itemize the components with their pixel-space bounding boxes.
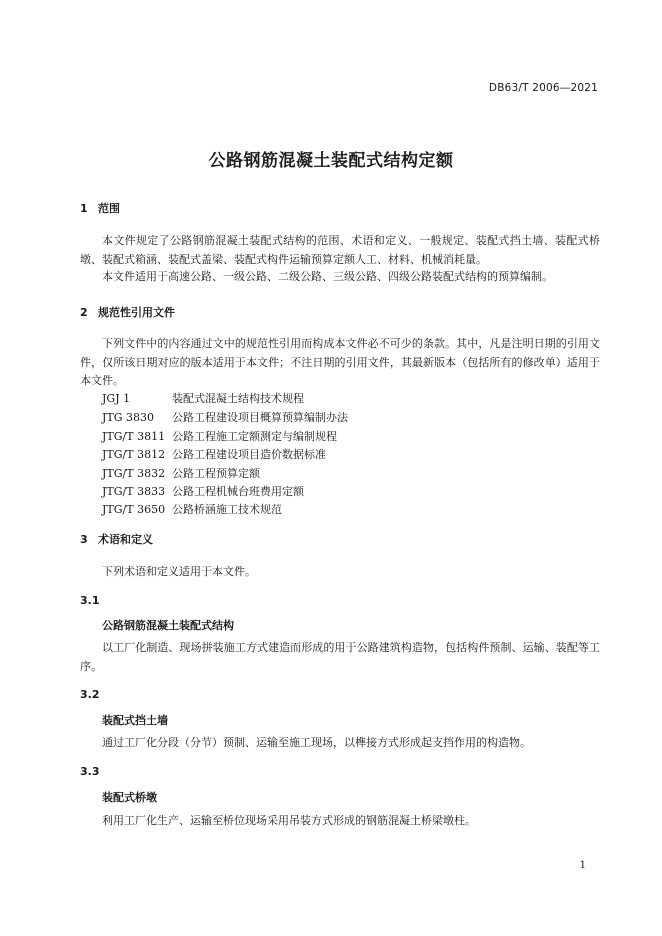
reference-item: [102, 465, 260, 484]
reference-item: [102, 446, 326, 465]
reference-item: [102, 390, 304, 409]
section-number: 1: [80, 202, 88, 215]
reference-code: JTG/T 3832: [102, 467, 166, 480]
reference-name: 公路工程建设项目造价数据标准: [172, 448, 326, 461]
reference-code: JGJ 1: [102, 392, 131, 405]
paragraph-references-intro: 下列文件中的内容通过文中的规范性引用而构成本文件必不可少的条款。其中，凡是注明日期的引用文件，仅所该日期对应的版本适用于本文件；不注日期的引用文件，其最新版本（包括所有的修改单）适用于本文件。: [80, 337, 600, 387]
section-heading-terms: [80, 531, 153, 547]
paragraph-terms-intro: 下列术语和定义适用于本文件。: [102, 565, 256, 578]
reference-code: JTG/T 3650: [102, 503, 166, 516]
reference-item: [102, 428, 337, 447]
reference-name: 公路工程施工定额测定与编制规程: [172, 430, 337, 443]
paragraph-scope-2: 本文件适用于高速公路、一级公路、二级公路、三级公路、四级公路装配式结构的预算编制。: [102, 270, 553, 283]
paragraph-scope-1: 本文件规定了公路钢筋混凝土装配式结构的范围、术语和定义、一般规定、装配式挡土墙、装配式桥墩、装配式箱涵、装配式盖梁、装配式构件运输预算定额人工、材料、机械消耗量。: [80, 234, 600, 266]
reference-item: [102, 501, 282, 520]
term-heading: 装配式挡土墙: [102, 714, 168, 727]
reference-name: 公路工程机械台班费用定额: [172, 485, 304, 498]
reference-code: JTG/T 3833: [102, 485, 166, 498]
standard-code: DB63/T 2006—2021: [488, 82, 598, 94]
term-definition: 以工厂化制造、现场拼装施工方式建造而形成的用于公路建筑构造物，包括构件预制、运输、装配等工序。: [80, 641, 600, 673]
clause-number: 3.1: [80, 594, 100, 607]
reference-item: [102, 409, 348, 428]
reference-name: 公路工程建设项目概算预算编制办法: [172, 411, 348, 424]
document-title: 公路钢筋混凝土装配式结构定额: [208, 151, 454, 171]
clause-number: 3.2: [80, 688, 100, 701]
reference-name: 公路桥涵施工技术规范: [172, 503, 282, 516]
page-number: 1: [579, 860, 586, 871]
reference-code: JTG/T 3812: [102, 448, 166, 461]
clause-number: 3.3: [80, 765, 100, 778]
term-heading: 装配式桥墩: [102, 791, 157, 804]
reference-name: 公路工程预算定额: [172, 467, 260, 480]
term-definition: 通过工厂化分段（分节）预制、运输至施工现场，以榫接方式形成起支挡作用的构造物。: [102, 736, 531, 749]
section-title: 规范性引用文件: [98, 306, 175, 319]
section-number: 2: [80, 306, 88, 319]
term-definition: 利用工厂化生产、运输至桥位现场采用吊装方式形成的钢筋混凝土桥梁墩柱。: [102, 814, 476, 827]
reference-code: JTG/T 3811: [102, 430, 166, 443]
section-title: 术语和定义: [98, 533, 153, 546]
term-heading: 公路钢筋混凝土装配式结构: [102, 619, 234, 632]
section-title: 范围: [98, 202, 120, 215]
reference-name: 装配式混凝土结构技术规程: [172, 392, 304, 405]
section-heading-scope: [80, 200, 120, 216]
reference-code: JTG 3830: [102, 411, 155, 424]
reference-item: [102, 483, 304, 502]
section-number: 3: [80, 533, 88, 546]
section-heading-normative-references: [80, 304, 175, 320]
